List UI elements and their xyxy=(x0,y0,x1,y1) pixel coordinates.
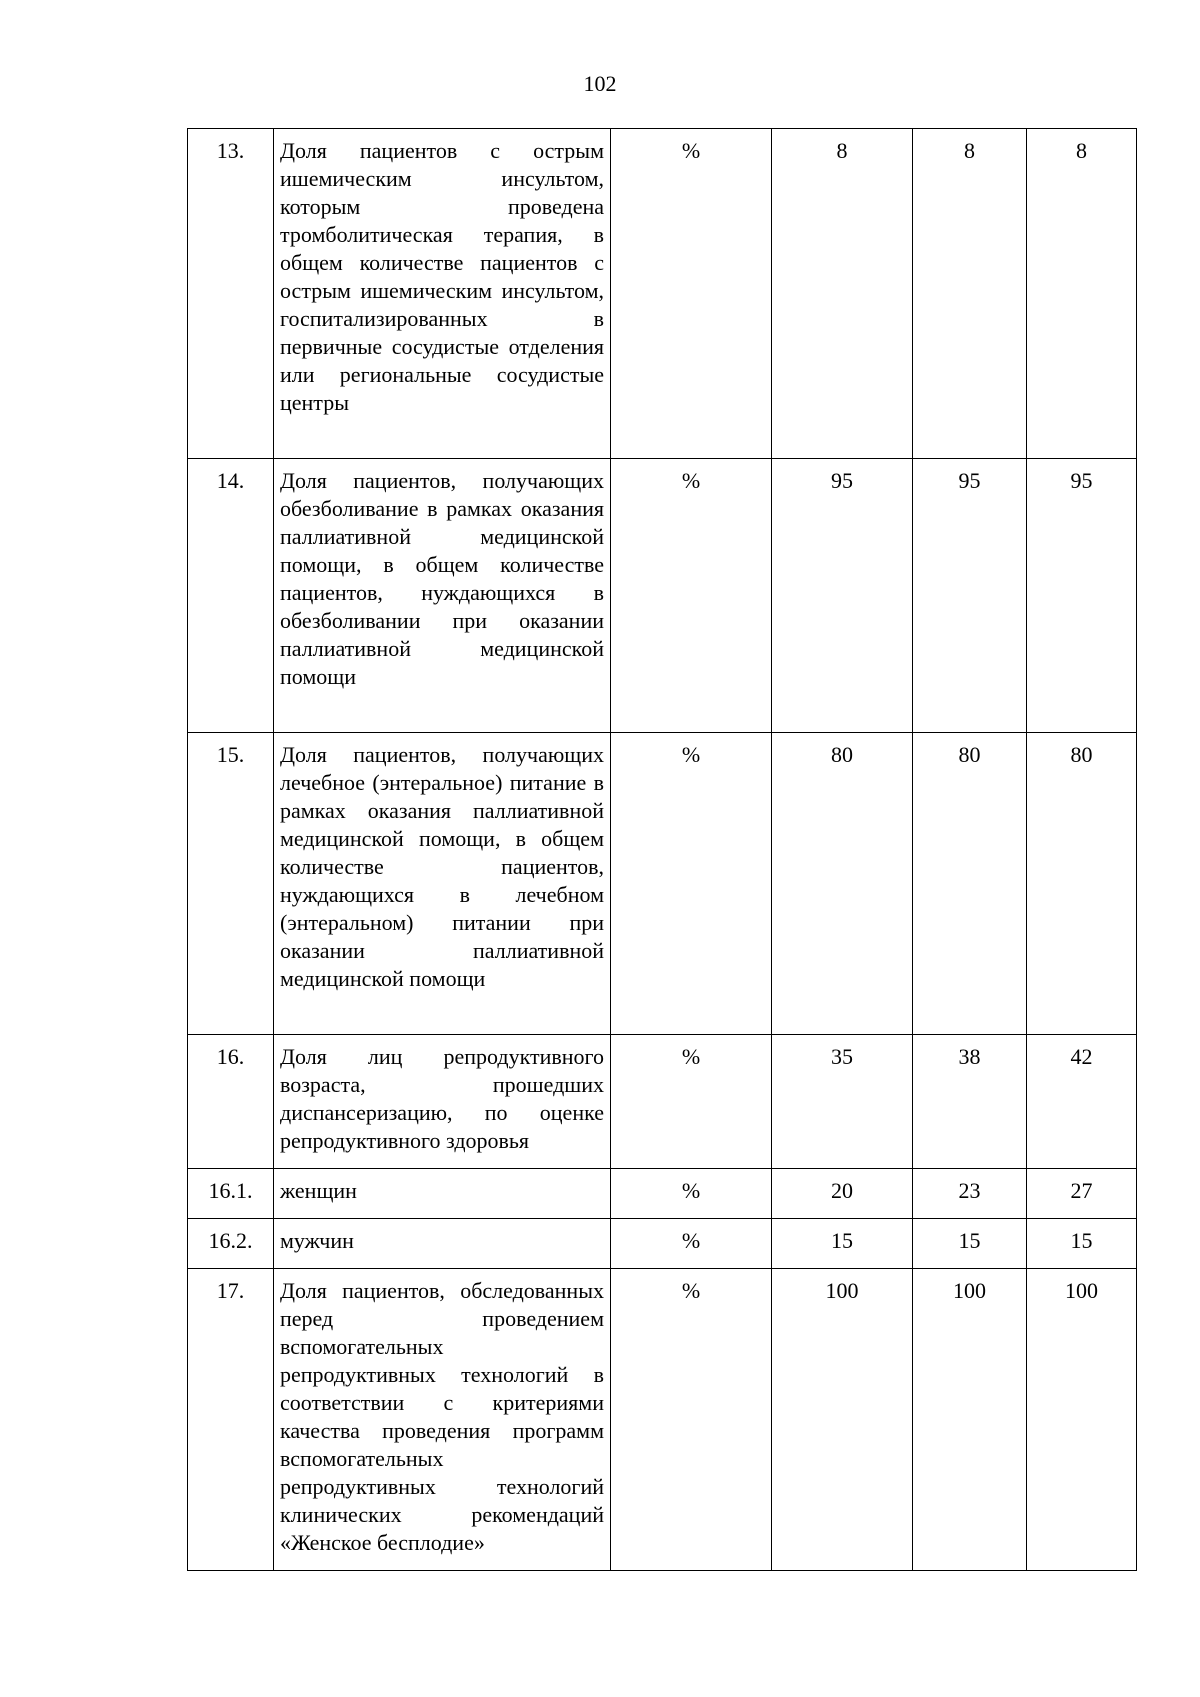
row-number: 17. xyxy=(188,1269,274,1571)
value-2: 100 xyxy=(913,1269,1027,1571)
table-row xyxy=(188,1169,1137,1219)
value-2: 15 xyxy=(913,1219,1027,1269)
indicator-description: мужчин xyxy=(274,1219,611,1269)
value-3: 42 xyxy=(1027,1035,1137,1169)
row-number: 13. xyxy=(188,129,274,459)
indicator-description: Доля пациентов, получающих лечебное (энтеральное) питание в рамках оказания паллиативной медицинской помощи, в общем количестве пациентов, нуждающихся в лечебном (энтеральном) питании при оказании паллиативной медицинской помощи xyxy=(274,733,611,1035)
value-2: 8 xyxy=(913,129,1027,459)
table-row xyxy=(188,733,1137,1035)
value-2: 23 xyxy=(913,1169,1027,1219)
unit: % xyxy=(611,1219,772,1269)
row-number: 16.1. xyxy=(188,1169,274,1219)
value-1: 100 xyxy=(772,1269,913,1571)
table-row xyxy=(188,1269,1137,1571)
row-number: 16. xyxy=(188,1035,274,1169)
value-3: 27 xyxy=(1027,1169,1137,1219)
row-number: 15. xyxy=(188,733,274,1035)
indicator-description: Доля пациентов с острым ишемическим инсультом, которым проведена тромболитическая терапия, в общем количестве пациентов с острым ишемическим инсультом, госпитализированных в первичные сосудистые отделения или региональные сосудистые центры xyxy=(274,129,611,459)
unit: % xyxy=(611,1269,772,1571)
value-3: 95 xyxy=(1027,459,1137,733)
indicator-description: Доля лиц репродуктивного возраста, прошедших диспансеризацию, по оценке репродуктивного здоровья xyxy=(274,1035,611,1169)
value-1: 80 xyxy=(772,733,913,1035)
indicator-description: Доля пациентов, получающих обезболивание в рамках оказания паллиативной медицинской помощи, в общем количестве пациентов, нуждающихся в обезболивании при оказании паллиативной медицинской помощи xyxy=(274,459,611,733)
value-3: 100 xyxy=(1027,1269,1137,1571)
row-number: 16.2. xyxy=(188,1219,274,1269)
unit: % xyxy=(611,1169,772,1219)
indicators-table xyxy=(187,128,1137,1571)
value-3: 15 xyxy=(1027,1219,1137,1269)
value-1: 15 xyxy=(772,1219,913,1269)
unit: % xyxy=(611,129,772,459)
value-3: 80 xyxy=(1027,733,1137,1035)
page-number: 102 xyxy=(583,71,617,96)
value-2: 38 xyxy=(913,1035,1027,1169)
value-1: 20 xyxy=(772,1169,913,1219)
value-1: 35 xyxy=(772,1035,913,1169)
indicator-description: женщин xyxy=(274,1169,611,1219)
value-1: 8 xyxy=(772,129,913,459)
table-row xyxy=(188,459,1137,733)
indicator-description: Доля пациентов, обследованных перед проведением вспомогательных репродуктивных технологий в соответствии с критериями качества проведения программ вспомогательных репродуктивных технологий клинических рекомендаций «Женское бесплодие» xyxy=(274,1269,611,1571)
unit: % xyxy=(611,733,772,1035)
table-row xyxy=(188,1219,1137,1269)
value-3: 8 xyxy=(1027,129,1137,459)
row-number: 14. xyxy=(188,459,274,733)
unit: % xyxy=(611,459,772,733)
unit: % xyxy=(611,1035,772,1169)
value-1: 95 xyxy=(772,459,913,733)
table-row xyxy=(188,1035,1137,1169)
value-2: 80 xyxy=(913,733,1027,1035)
value-2: 95 xyxy=(913,459,1027,733)
table-row xyxy=(188,129,1137,459)
